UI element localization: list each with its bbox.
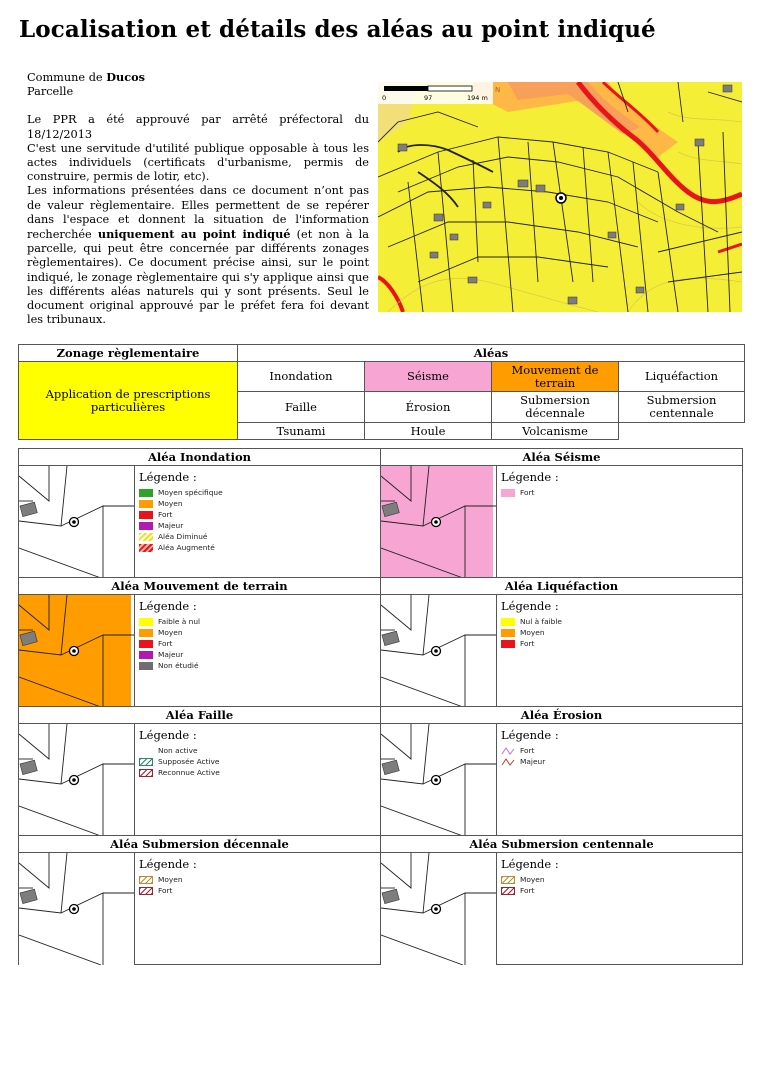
legend-item: Fort: [501, 487, 559, 498]
legend-item: Moyen: [139, 498, 223, 509]
swatch-reconnue: [139, 769, 153, 777]
panel-title: Aléa Inondation: [19, 449, 380, 466]
zonage-value: Application de prescriptions particulières: [19, 362, 238, 440]
scale-label-194: 194 m: [467, 94, 488, 102]
parcelle-label: Parcelle: [27, 85, 74, 99]
empty-cell: [619, 423, 745, 440]
panel-title: Aléa Submersion centennale: [381, 836, 742, 853]
legend-title: Légende :: [501, 599, 559, 613]
scale-label-97: 97: [424, 94, 433, 102]
panel-title: Aléa Mouvement de terrain: [19, 578, 380, 595]
header-zonage: Zonage règlementaire: [19, 345, 238, 362]
thumbnail-map[interactable]: [19, 595, 135, 707]
alea-cell: Érosion: [365, 392, 492, 423]
legend-item: Fort: [139, 885, 197, 896]
alea-cell: Submersion décennale: [492, 392, 619, 423]
legend-title: Légende :: [139, 599, 197, 613]
legend-title: Légende :: [501, 728, 559, 742]
legend-item: Faible à nul: [139, 616, 200, 627]
swatch-majeur: [139, 651, 153, 659]
legend-item: Aléa Augmenté: [139, 542, 223, 553]
alea-cell-highlighted: Séisme: [365, 362, 492, 392]
swatch-moyen: [139, 500, 153, 508]
panel-title: Aléa Séisme: [381, 449, 742, 466]
location-map[interactable]: [378, 82, 742, 312]
panel-seisme: [380, 448, 743, 578]
swatch-moyen: [501, 629, 515, 637]
legend-item: Majeur: [501, 756, 559, 767]
legend-item: Fort: [501, 885, 559, 896]
commune-prefix: Commune de: [27, 71, 107, 84]
swatch-majeur: [139, 522, 153, 530]
info-text-part2: (et non à la parcelle, qui peut être concernée par différents zonages règlementaires). Ce document précise ainsi, sur le point indiqué, le zonage règlementaire qui s'y applique ainsi que les différents aléas naturels qui y sont présents. Seul le document original approuvé par le préfet fera foi devant les tribunaux.: [27, 228, 370, 327]
alea-cell: Submersion centennale: [619, 392, 745, 423]
commune-name: Ducos: [106, 70, 146, 84]
swatch-supposee: [139, 758, 153, 766]
swatch-moyen: [139, 629, 153, 637]
panel-inondation: [18, 448, 381, 578]
commune-line: [27, 70, 369, 85]
thumbnail-map[interactable]: [19, 853, 135, 965]
legend-title: Légende :: [501, 857, 559, 871]
legend-title: Légende :: [139, 728, 197, 742]
legend-item: Moyen: [501, 874, 559, 885]
legend-item: Aléa Diminué: [139, 531, 223, 542]
approval-text: Le PPR a été approuvé par arrêté préfectoral du 18/12/2013: [27, 113, 369, 141]
alea-cell: Inondation: [238, 362, 365, 392]
panel-submersion-decennale: [18, 835, 381, 965]
thumbnail-map[interactable]: [19, 724, 135, 836]
panel-title: Aléa Faille: [19, 707, 380, 724]
legend-item: Fort: [139, 638, 200, 649]
legend-item: Fort: [139, 509, 223, 520]
legend-item: Non active: [139, 745, 220, 756]
swatch-fort: [501, 640, 515, 648]
swatch-augmente: [139, 544, 153, 552]
swatch-fort: [139, 511, 153, 519]
swatch-majeur: [501, 758, 515, 766]
legend-item: Moyen: [501, 627, 562, 638]
legend-item: Majeur: [139, 649, 200, 660]
legend-item: Reconnue Active: [139, 767, 220, 778]
panel-faille: [18, 706, 381, 836]
alea-panels: [18, 448, 744, 964]
alea-cell: Volcanisme: [492, 423, 619, 440]
road-label: N: [495, 86, 501, 94]
swatch-non-active: [139, 747, 153, 755]
panel-erosion: [380, 706, 743, 836]
swatch-non-etudie: [139, 662, 153, 670]
swatch-fort: [139, 640, 153, 648]
alea-cell-highlighted: Mouvement de terrain: [492, 362, 619, 392]
legend-item: Nul à faible: [501, 616, 562, 627]
legend-item: Fort: [501, 638, 562, 649]
header-aleas: Aléas: [238, 345, 745, 362]
page-title: Localisation et détails des aléas au point indiqué: [19, 16, 656, 43]
info-text-part1: Les informations présentées dans ce document n’ont pas de valeur règlementaire. Elles permettent de se repérer dans l'espace et donnent la situation de l'information recherchée: [27, 184, 369, 242]
swatch-moyen-specifique: [139, 489, 153, 497]
panel-submersion-centennale: [380, 835, 743, 965]
legend-item: Majeur: [139, 520, 223, 531]
swatch-faible: [139, 618, 153, 626]
zonage-table: [18, 344, 745, 440]
legend-item: Moyen spécifique: [139, 487, 223, 498]
panel-title: Aléa Liquéfaction: [381, 578, 742, 595]
swatch-fort: [139, 887, 153, 895]
alea-cell: Tsunami: [238, 423, 365, 440]
legend-item: Non étudié: [139, 660, 200, 671]
info-text-bold: uniquement au point indiqué: [97, 227, 291, 242]
legend-title: Légende :: [139, 470, 197, 484]
panel-mouvement-terrain: [18, 577, 381, 707]
legend-item: Supposée Active: [139, 756, 220, 767]
swatch-nul: [501, 618, 515, 626]
intro-text: [27, 70, 369, 327]
panel-liquefaction: [380, 577, 743, 707]
legend-title: Légende :: [139, 857, 197, 871]
legend-item: Moyen: [139, 874, 197, 885]
legend-item: Moyen: [139, 627, 200, 638]
legend-item: Fort: [501, 745, 559, 756]
alea-cell: Faille: [238, 392, 365, 423]
swatch-fort: [501, 747, 515, 755]
swatch-moyen: [139, 876, 153, 884]
swatch-fort: [501, 887, 515, 895]
swatch-diminue: [139, 533, 153, 541]
swatch-moyen: [501, 876, 515, 884]
thumbnail-map[interactable]: [19, 466, 135, 578]
swatch-fort: [501, 489, 515, 497]
info-text: [27, 184, 369, 327]
alea-cell: Houle: [365, 423, 492, 440]
alea-cell: Liquéfaction: [619, 362, 745, 392]
scale-label-0: 0: [382, 94, 387, 102]
thumbnail-map[interactable]: [381, 853, 497, 965]
panel-title: Aléa Érosion: [381, 707, 742, 724]
panel-title: Aléa Submersion décennale: [19, 836, 380, 853]
servitude-text: C'est une servitude d'utilité publique opposable à tous les actes individuels (certificats d'urbanisme, permis de construire, permis de lotir, etc).: [27, 141, 369, 184]
thumbnail-map[interactable]: [381, 466, 497, 578]
thumbnail-map[interactable]: [381, 724, 497, 836]
thumbnail-map[interactable]: [381, 595, 497, 707]
legend-title: Légende :: [501, 470, 559, 484]
